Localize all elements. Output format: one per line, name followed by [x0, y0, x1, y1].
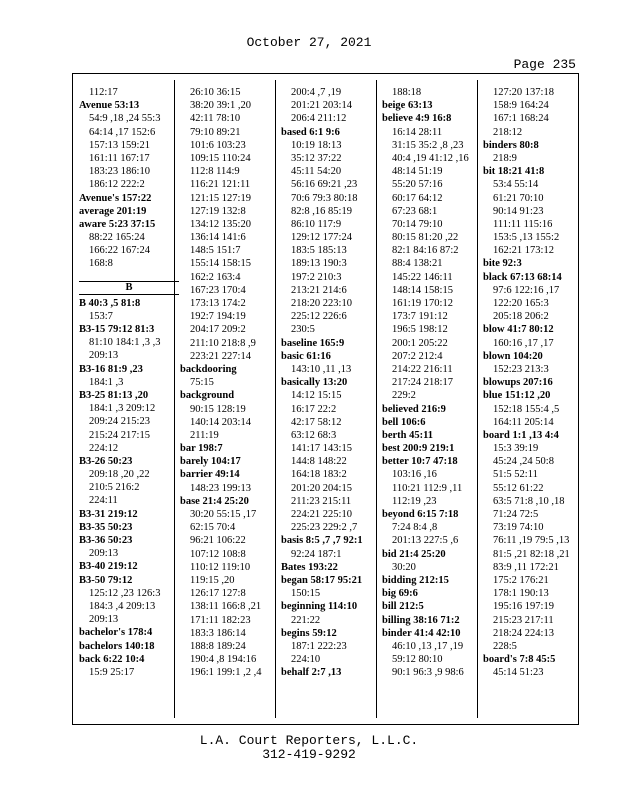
index-entry-continuation: 183:3 186:14	[190, 627, 246, 639]
index-entry-continuation: 209:18 ,20 ,22	[89, 469, 150, 481]
index-entry-continuation: 83:9 ,11 172:21	[493, 561, 559, 573]
index-entry-continuation: 209:24 215:23	[89, 416, 150, 428]
index-entry-continuation: 61:21 70:10	[493, 192, 544, 204]
index-entry-continuation: 15:3 39:19	[493, 443, 539, 455]
index-entry-continuation: 164:18 183:2	[291, 469, 347, 481]
index-entry-continuation: 153:5 ,13 155:2	[493, 232, 560, 244]
index-column-3	[281, 86, 381, 720]
index-entry-continuation: 90:15 128:19	[190, 403, 246, 415]
index-entry-continuation: 129:12 177:24	[291, 232, 352, 244]
index-entry-term: B3-40 219:12	[79, 561, 138, 573]
index-entry-continuation: 140:14 203:14	[190, 416, 251, 428]
index-entry-continuation: 40:4 ,19 41:12 ,16	[392, 152, 469, 164]
index-entry-continuation: 107:12 108:8	[190, 548, 246, 560]
index-entry-continuation: 7:24 8:4 ,8	[392, 522, 438, 534]
index-entry-continuation: 167:1 168:24	[493, 113, 549, 125]
index-entry-term: average 201:19	[79, 205, 147, 217]
index-entry-continuation: 14:12 15:15	[291, 390, 342, 402]
index-entry-continuation: 178:1 190:13	[493, 588, 549, 600]
column-divider	[477, 80, 478, 718]
index-entry-continuation: 213:21 214:6	[291, 284, 347, 296]
index-entry-continuation: 150:15	[291, 588, 321, 600]
index-entry-continuation: 15:9 25:17	[89, 666, 135, 678]
index-entry-continuation: 112:19 ,23	[392, 495, 437, 507]
index-entry-continuation: 110:12 119:10	[190, 561, 251, 573]
index-entry-term: beige 63:13	[382, 100, 433, 112]
index-entry-continuation: 225:23 229:2 ,7	[291, 522, 358, 534]
index-entry-continuation: 127:20 137:18	[493, 87, 554, 98]
index-entry-continuation: 101:6 103:23	[190, 139, 246, 151]
index-entry-continuation: 148:14 158:15	[392, 284, 453, 296]
index-entry-continuation: 166:22 167:24	[89, 245, 150, 257]
index-entry-continuation: 224:11	[89, 495, 118, 507]
index-entry-term: behalf 2:7 ,13	[281, 667, 342, 679]
index-entry-continuation: 26:10 36:15	[190, 87, 241, 98]
index-entry-continuation: 211:19	[190, 429, 219, 441]
index-entry-continuation: 175:2 176:21	[493, 574, 549, 586]
index-entry-continuation: 76:11 ,19 79:5 ,13	[493, 535, 570, 547]
index-entry-term: begins 59:12	[281, 627, 337, 639]
index-entry-term: back 6:22 10:4	[79, 653, 145, 665]
index-entry-continuation: 110:21 112:9 ,11	[392, 482, 463, 494]
index-entry-continuation: 218:9	[493, 152, 517, 164]
index-entry-continuation: 162:2 163:4	[190, 271, 241, 283]
index-column-1	[79, 86, 179, 720]
index-entry-term: B3-36 50:23	[79, 535, 133, 546]
index-entry-continuation: 157:13 159:21	[89, 139, 150, 151]
index-entry-continuation: 211:10 218:8 ,9	[190, 337, 256, 349]
index-entry-continuation: 162:21 173:12	[493, 245, 554, 257]
index-entry-continuation: 188:8 189:24	[190, 640, 246, 652]
index-entry-term: better 10:7 47:18	[382, 456, 458, 468]
index-entry-continuation: 73:19 74:10	[493, 522, 544, 534]
index-entry-term: bidding 212:15	[382, 574, 449, 586]
index-entry-continuation: 81:10 184:1 ,3 ,3	[89, 337, 161, 349]
index-entry-term: black 67:13 68:14	[483, 271, 562, 283]
index-entry-continuation: 60:17 64:12	[392, 192, 443, 204]
index-entry-continuation: 92:24 187:1	[291, 548, 342, 560]
index-entry-continuation: 223:21 227:14	[190, 350, 251, 362]
index-entry-continuation: 16:14 28:11	[392, 126, 443, 138]
index-entry-term: beyond 6:15 7:18	[382, 509, 459, 520]
index-entry-continuation: 206:4 211:12	[291, 113, 347, 125]
column-divider	[275, 80, 276, 718]
index-entry-continuation: 30:20	[392, 561, 416, 573]
index-entry-term: blue 151:12 ,20	[483, 390, 551, 402]
index-entry-term: background	[180, 390, 235, 402]
index-entry-continuation: 16:17 22:2	[291, 403, 337, 415]
index-entry-continuation: 201:13 227:5 ,6	[392, 535, 459, 547]
index-entry-continuation: 158:9 164:24	[493, 100, 549, 112]
index-entry-term: bid 21:4 25:20	[382, 548, 446, 560]
index-entry-term: blowups 207:16	[483, 377, 553, 389]
index-entry-continuation: 197:2 210:3	[291, 271, 342, 283]
index-entry-continuation: 116:21 121:11	[190, 179, 251, 191]
column-divider	[376, 80, 377, 718]
index-entry-continuation: 112:17	[89, 87, 118, 98]
index-entry-continuation: 215:24 217:15	[89, 429, 150, 441]
index-entry-term: bar 198:7	[180, 443, 223, 455]
index-entry-term: beginning 114:10	[281, 601, 358, 613]
index-column-4	[382, 86, 482, 720]
index-entry-term: B 40:3 ,5 81:8	[79, 297, 141, 309]
index-entry-continuation: 51:5 52:11	[493, 469, 538, 481]
index-entry-continuation: 81:5 ,21 82:18 ,21	[493, 548, 570, 560]
index-entry-continuation: 103:16 ,16	[392, 469, 437, 481]
index-entry-continuation: 63:12 68:3	[291, 429, 337, 441]
index-entry-term: believe 4:9 16:8	[382, 113, 452, 125]
index-entry-continuation: 90:1 96:3 ,9 98:6	[392, 667, 464, 679]
index-entry-continuation: 221:22	[291, 614, 321, 626]
index-entry-continuation: 45:11 54:20	[291, 166, 342, 178]
index-entry-term: backdooring	[180, 363, 237, 375]
index-entry-term: bite 92:3	[483, 258, 522, 270]
index-entry-continuation: 35:12 37:22	[291, 152, 342, 164]
index-entry-term: Avenue's 157:22	[79, 192, 152, 204]
index-entry-continuation: 75:15	[190, 377, 214, 389]
index-entry-continuation: 200:1 205:22	[392, 337, 448, 349]
index-entry-continuation: 30:20 55:15 ,17	[190, 509, 257, 520]
index-entry-continuation: 54:9 ,18 ,24 55:3	[89, 113, 161, 125]
index-entry-continuation: 186:12 222:2	[89, 179, 145, 191]
index-entry-continuation: 207:2 212:4	[392, 350, 443, 362]
index-entry-term: binders 80:8	[483, 139, 539, 151]
index-entry-continuation: 184:3 ,4 209:13	[89, 600, 156, 612]
index-entry-continuation: 64:14 ,17 152:6	[89, 126, 156, 138]
index-entry-continuation: 82:1 84:16 87:2	[392, 245, 459, 257]
index-entry-continuation: 171:11 182:23	[190, 614, 251, 626]
index-entry-continuation: 88:22 165:24	[89, 232, 145, 244]
index-entry-continuation: 56:16 69:21 ,23	[291, 179, 358, 191]
section-letter-heading: B	[79, 281, 179, 295]
index-entry-continuation: 155:14 158:15	[190, 258, 251, 270]
index-entry-term: blow 41:7 80:12	[483, 324, 554, 336]
footer-company: L.A. Court Reporters, L.L.C.	[199, 733, 419, 748]
index-entry-continuation: 90:14 91:23	[493, 205, 544, 217]
column-divider	[174, 80, 175, 718]
index-entry-term: barely 104:17	[180, 456, 241, 468]
index-entry-continuation: 161:11 167:17	[89, 152, 150, 164]
index-entry-continuation: 218:20 223:10	[291, 298, 352, 309]
page-number: Page 235	[513, 57, 576, 72]
index-entry-continuation: 214:22 216:11	[392, 363, 453, 375]
index-entry-continuation: 209:13	[89, 350, 119, 362]
index-entry-continuation: 127:19 132:8	[190, 205, 246, 217]
index-entry-continuation: 144:8 148:22	[291, 456, 347, 468]
index-entry-continuation: 86:10 117:9	[291, 218, 342, 230]
index-entry-continuation: 62:15 70:4	[190, 522, 236, 534]
index-entry-continuation: 167:23 170:4	[190, 284, 246, 296]
index-entry-term: berth 45:11	[382, 429, 434, 441]
index-entry-continuation: 45:24 ,24 50:8	[493, 456, 554, 468]
index-entry-term: B3-16 81:9 ,23	[79, 363, 143, 375]
index-entry-term: bachelors 140:18	[79, 640, 155, 652]
index-entry-continuation: 10:19 18:13	[291, 139, 342, 151]
index-entry-continuation: 230:5	[291, 324, 315, 336]
index-entry-continuation: 215:23 217:11	[493, 614, 554, 626]
index-entry-term: basically 13:20	[281, 377, 348, 389]
index-entry-term: base 21:4 25:20	[180, 495, 249, 507]
index-entry-continuation: 42:17 58:12	[291, 416, 342, 428]
index-entry-continuation: 200:4 ,7 ,19	[291, 87, 342, 98]
index-entry-continuation: 38:20 39:1 ,20	[190, 100, 251, 112]
index-entry-term: basis 8:5 ,7 ,7 92:1	[281, 535, 363, 547]
index-entry-continuation: 218:12	[493, 126, 523, 138]
index-entry-term: believed 216:9	[382, 403, 446, 415]
index-entry-continuation: 152:18 155:4 ,5	[493, 403, 560, 415]
index-entry-continuation: 45:14 51:23	[493, 667, 544, 679]
index-entry-term: B3-15 79:12 81:3	[79, 324, 155, 335]
index-entry-term: based 6:1 9:6	[281, 126, 340, 138]
index-entry-continuation: 196:1 199:1 ,2 ,4	[190, 667, 262, 679]
index-entry-continuation: 70:6 79:3 80:18	[291, 192, 358, 204]
index-box	[72, 73, 579, 725]
index-entry-term: B3-26 50:23	[79, 455, 133, 467]
index-entry-term: board's 7:8 45:5	[483, 654, 556, 666]
index-entry-continuation: 148:5 151:7	[190, 245, 241, 257]
index-entry-continuation: 152:23 213:3	[493, 363, 549, 375]
index-entry-term: bachelor's 178:4	[79, 627, 153, 639]
index-entry-continuation: 55:20 57:16	[392, 179, 443, 191]
index-entry-continuation: 63:5 71:8 ,10 ,18	[493, 495, 565, 507]
index-entry-continuation: 148:23 199:13	[190, 482, 251, 494]
index-entry-continuation: 82:8 ,16 85:19	[291, 205, 352, 217]
index-entry-continuation: 59:12 80:10	[392, 654, 443, 666]
index-entry-term: B3-35 50:23	[79, 521, 133, 533]
index-entry-continuation: 88:4 138:21	[392, 258, 443, 270]
index-entry-continuation: 218:24 224:13	[493, 627, 554, 639]
index-entry-continuation: 96:21 106:22	[190, 535, 246, 547]
index-entry-term: blown 104:20	[483, 350, 543, 362]
index-entry-continuation: 48:14 51:19	[392, 166, 443, 178]
index-entry-continuation: 201:20 204:15	[291, 482, 352, 494]
index-entry-continuation: 53:4 55:14	[493, 179, 539, 191]
index-entry-term: Avenue 53:13	[79, 100, 140, 112]
index-entry-continuation: 184:1 ,3 209:12	[89, 403, 156, 415]
index-entry-term: board 1:1 ,13 4:4	[483, 429, 559, 441]
index-entry-continuation: 79:10 89:21	[190, 126, 241, 138]
index-entry-continuation: 145:22 146:11	[392, 271, 453, 283]
index-entry-term: B3-31 219:12	[79, 508, 138, 520]
index-entry-continuation: 183:23 186:10	[89, 166, 150, 178]
index-column-5	[483, 86, 583, 720]
index-entry-continuation: 217:24 218:17	[392, 377, 453, 389]
index-entry-continuation: 228:5	[493, 640, 517, 652]
index-entry-continuation: 188:18	[392, 87, 422, 98]
index-entry-continuation: 201:21 203:14	[291, 100, 352, 112]
index-entry-continuation: 31:15 35:2 ,8 ,23	[392, 139, 464, 151]
index-entry-continuation: 225:12 226:6	[291, 311, 347, 323]
index-entry-continuation: 224:21 225:10	[291, 509, 352, 520]
header-date: October 27, 2021	[246, 35, 372, 50]
index-entry-continuation: 112:8 114:9	[190, 166, 240, 178]
index-entry-continuation: 224:12	[89, 442, 119, 454]
index-entry-term: baseline 165:9	[281, 337, 345, 349]
index-entry-continuation: 196:5 198:12	[392, 324, 448, 336]
index-entry-term: binder 41:4 42:10	[382, 627, 461, 639]
index-entry-continuation: 173:13 174:2	[190, 298, 246, 309]
index-entry-term: Bates 193:22	[281, 561, 338, 573]
spacer	[79, 271, 179, 277]
index-entry-continuation: 161:19 170:12	[392, 298, 453, 309]
index-entry-continuation: 70:14 79:10	[392, 218, 443, 230]
index-entry-continuation: 160:16 ,17 ,17	[493, 337, 554, 349]
index-entry-continuation: 192:7 194:19	[190, 311, 246, 323]
index-entry-term: best 200:9 219:1	[382, 443, 455, 455]
index-entry-continuation: 205:18 206:2	[493, 311, 549, 323]
index-entry-continuation: 195:16 197:19	[493, 601, 554, 613]
index-entry-term: barrier 49:14	[180, 469, 240, 481]
index-entry-term: B3-25 81:13 ,20	[79, 389, 149, 401]
index-entry-continuation: 71:24 72:5	[493, 509, 539, 520]
index-entry-continuation: 122:20 165:3	[493, 298, 549, 309]
index-entry-continuation: 134:12 135:20	[190, 218, 251, 230]
index-entry-continuation: 55:12 61:22	[493, 482, 544, 494]
index-entry-continuation: 164:11 205:14	[493, 416, 554, 428]
index-entry-continuation: 190:4 ,8 194:16	[190, 654, 257, 666]
index-entry-continuation: 136:14 141:6	[190, 232, 246, 244]
index-entry-continuation: 209:13	[89, 548, 119, 560]
index-entry-continuation: 209:13	[89, 614, 119, 626]
index-entry-continuation: 210:5 216:2	[89, 482, 140, 494]
index-entry-continuation: 126:17 127:8	[190, 588, 246, 600]
index-entry-term: bell 106:6	[382, 416, 426, 428]
index-entry-term: bill 212:5	[382, 601, 424, 613]
index-entry-continuation: 229:2	[392, 390, 416, 402]
index-entry-continuation: 224:10	[291, 654, 321, 666]
index-entry-continuation: 211:23 215:11	[291, 495, 352, 507]
index-entry-term: B3-50 79:12	[79, 574, 133, 586]
index-entry-continuation: 80:15 81:20 ,22	[392, 232, 459, 244]
index-entry-continuation: 183:5 185:13	[291, 245, 347, 257]
index-entry-continuation: 143:10 ,11 ,13	[291, 363, 352, 375]
index-entry-continuation: 187:1 222:23	[291, 640, 347, 652]
index-entry-continuation: 119:15 ,20	[190, 574, 235, 586]
index-entry-continuation: 204:17 209:2	[190, 324, 246, 336]
index-entry-continuation: 141:17 143:15	[291, 443, 352, 455]
index-entry-continuation: 109:15 110:24	[190, 152, 251, 164]
index-column-2	[180, 86, 280, 720]
index-entry-term: aware 5:23 37:15	[79, 218, 156, 230]
index-entry-term: bit 18:21 41:8	[483, 166, 545, 178]
index-entry-term: billing 38:16 71:2	[382, 614, 460, 626]
index-entry-continuation: 42:11 78:10	[190, 113, 241, 125]
index-entry-term: began 58:17 95:21	[281, 574, 363, 586]
index-entry-continuation: 67:23 68:1	[392, 205, 438, 217]
index-entry-continuation: 153:7	[89, 310, 113, 322]
index-entry-term: basic 61:16	[281, 350, 331, 362]
index-entry-continuation: 97:6 122:16 ,17	[493, 284, 560, 296]
index-entry-continuation: 121:15 127:19	[190, 192, 251, 204]
index-entry-continuation: 173:7 191:12	[392, 311, 448, 323]
index-entry-continuation: 168:8	[89, 258, 113, 270]
index-entry-continuation: 111:11 115:16	[493, 218, 553, 230]
index-entry-term: big 69:6	[382, 588, 418, 600]
index-entry-continuation: 125:12 ,23 126:3	[89, 587, 161, 599]
index-entry-continuation: 184:1 ,3	[89, 376, 124, 388]
index-entry-continuation: 46:10 ,13 ,17 ,19	[392, 640, 464, 652]
index-entry-continuation: 138:11 166:8 ,21	[190, 601, 262, 613]
index-entry-continuation: 189:13 190:3	[291, 258, 347, 270]
footer-phone: 312-419-9292	[262, 747, 356, 762]
